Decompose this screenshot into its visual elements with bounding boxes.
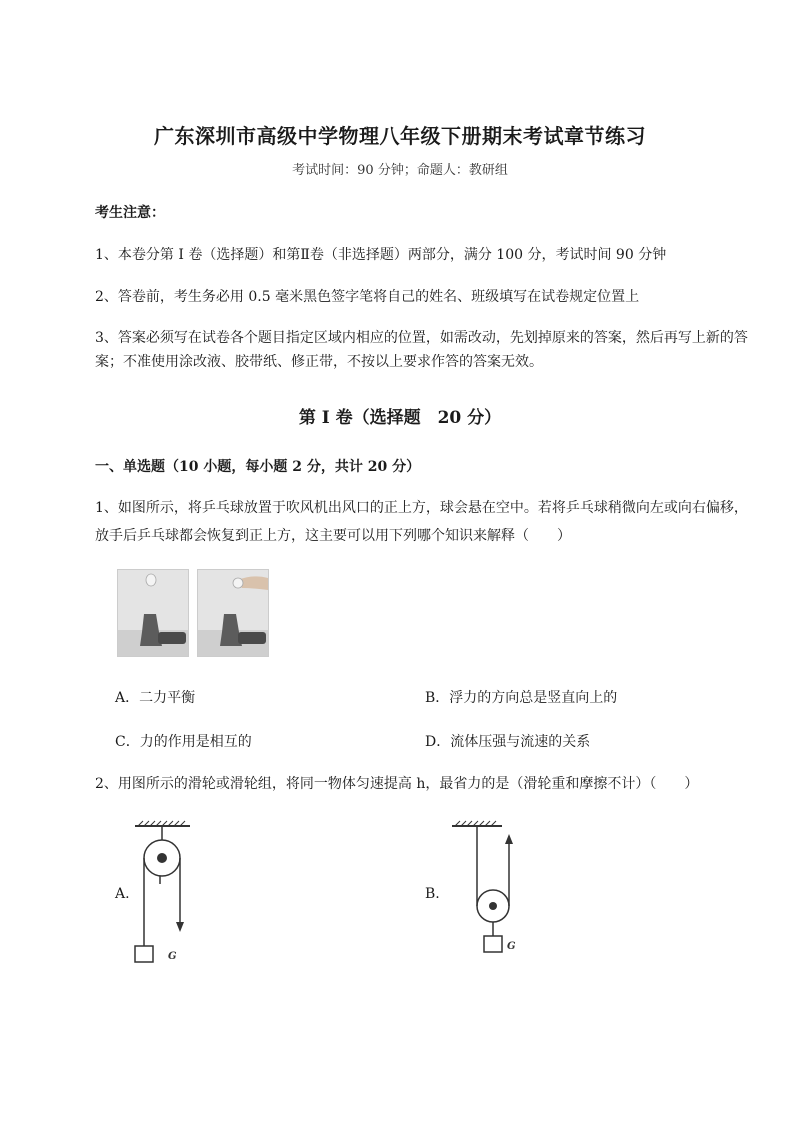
- q1-option-b: B．浮力的方向总是竖直向上的: [425, 690, 618, 706]
- exam-info: 考试时间：90 分钟；命题人：教研组: [292, 163, 508, 178]
- notice-item: 3、答案必须写在试卷各个题目指定区域内相应的位置，如需改动，先划掉原来的答案，然后再写上新的答案；不准使用涂改液、胶带纸、修正带，不按以上要求作答的答案无效。: [95, 330, 748, 370]
- hair-dryer-photo-2: [197, 569, 269, 657]
- question-2-stem: 2、用图所示的滑轮或滑轮组，将同一物体匀速提高 h，最省力的是（滑轮重和摩擦不计）（ ）: [95, 776, 699, 792]
- q2-option-a: A.: [115, 886, 130, 902]
- notice-item: 2、答卷前，考生务必用 0.5 毫米黑色签字笔将自己的姓名、班级填写在试卷规定位置上: [95, 289, 640, 305]
- q1-option-d: D．流体压强与流速的关系: [425, 734, 591, 750]
- notice-heading: 考生注意：: [95, 205, 165, 221]
- svg-text:G: G: [168, 951, 177, 962]
- section-title: 第 I 卷（选择题 20 分）: [298, 408, 502, 428]
- q1-option-a: A．二力平衡: [115, 690, 196, 706]
- pulley-diagram-b: [450, 818, 530, 968]
- pulley-diagram-a: [130, 818, 210, 968]
- q2-option-b: B.: [425, 886, 440, 902]
- question-1-stem: 1、如图所示，将乒乓球放置于吹风机出风口的正上方，球会悬在空中。若将乒乓球稍微向左或向右偏移，放手后乒乓球都会恢复到正上方，这主要可以用下列哪个知识来解释（ ）: [95, 500, 748, 544]
- part-title: 一、单选题（10 小题，每小题 2 分，共计 20 分）: [95, 459, 421, 475]
- hair-dryer-photo-1: [117, 569, 189, 657]
- page-title: 广东深圳市高级中学物理八年级下册期末考试章节练习: [154, 124, 646, 148]
- q1-option-c: C．力的作用是相互的: [115, 734, 252, 750]
- svg-text:G: G: [507, 941, 516, 952]
- notice-item: 1、本卷分第 I 卷（选择题）和第Ⅱ卷（非选择题）两部分，满分 100 分，考试时间 90 分钟: [95, 247, 667, 263]
